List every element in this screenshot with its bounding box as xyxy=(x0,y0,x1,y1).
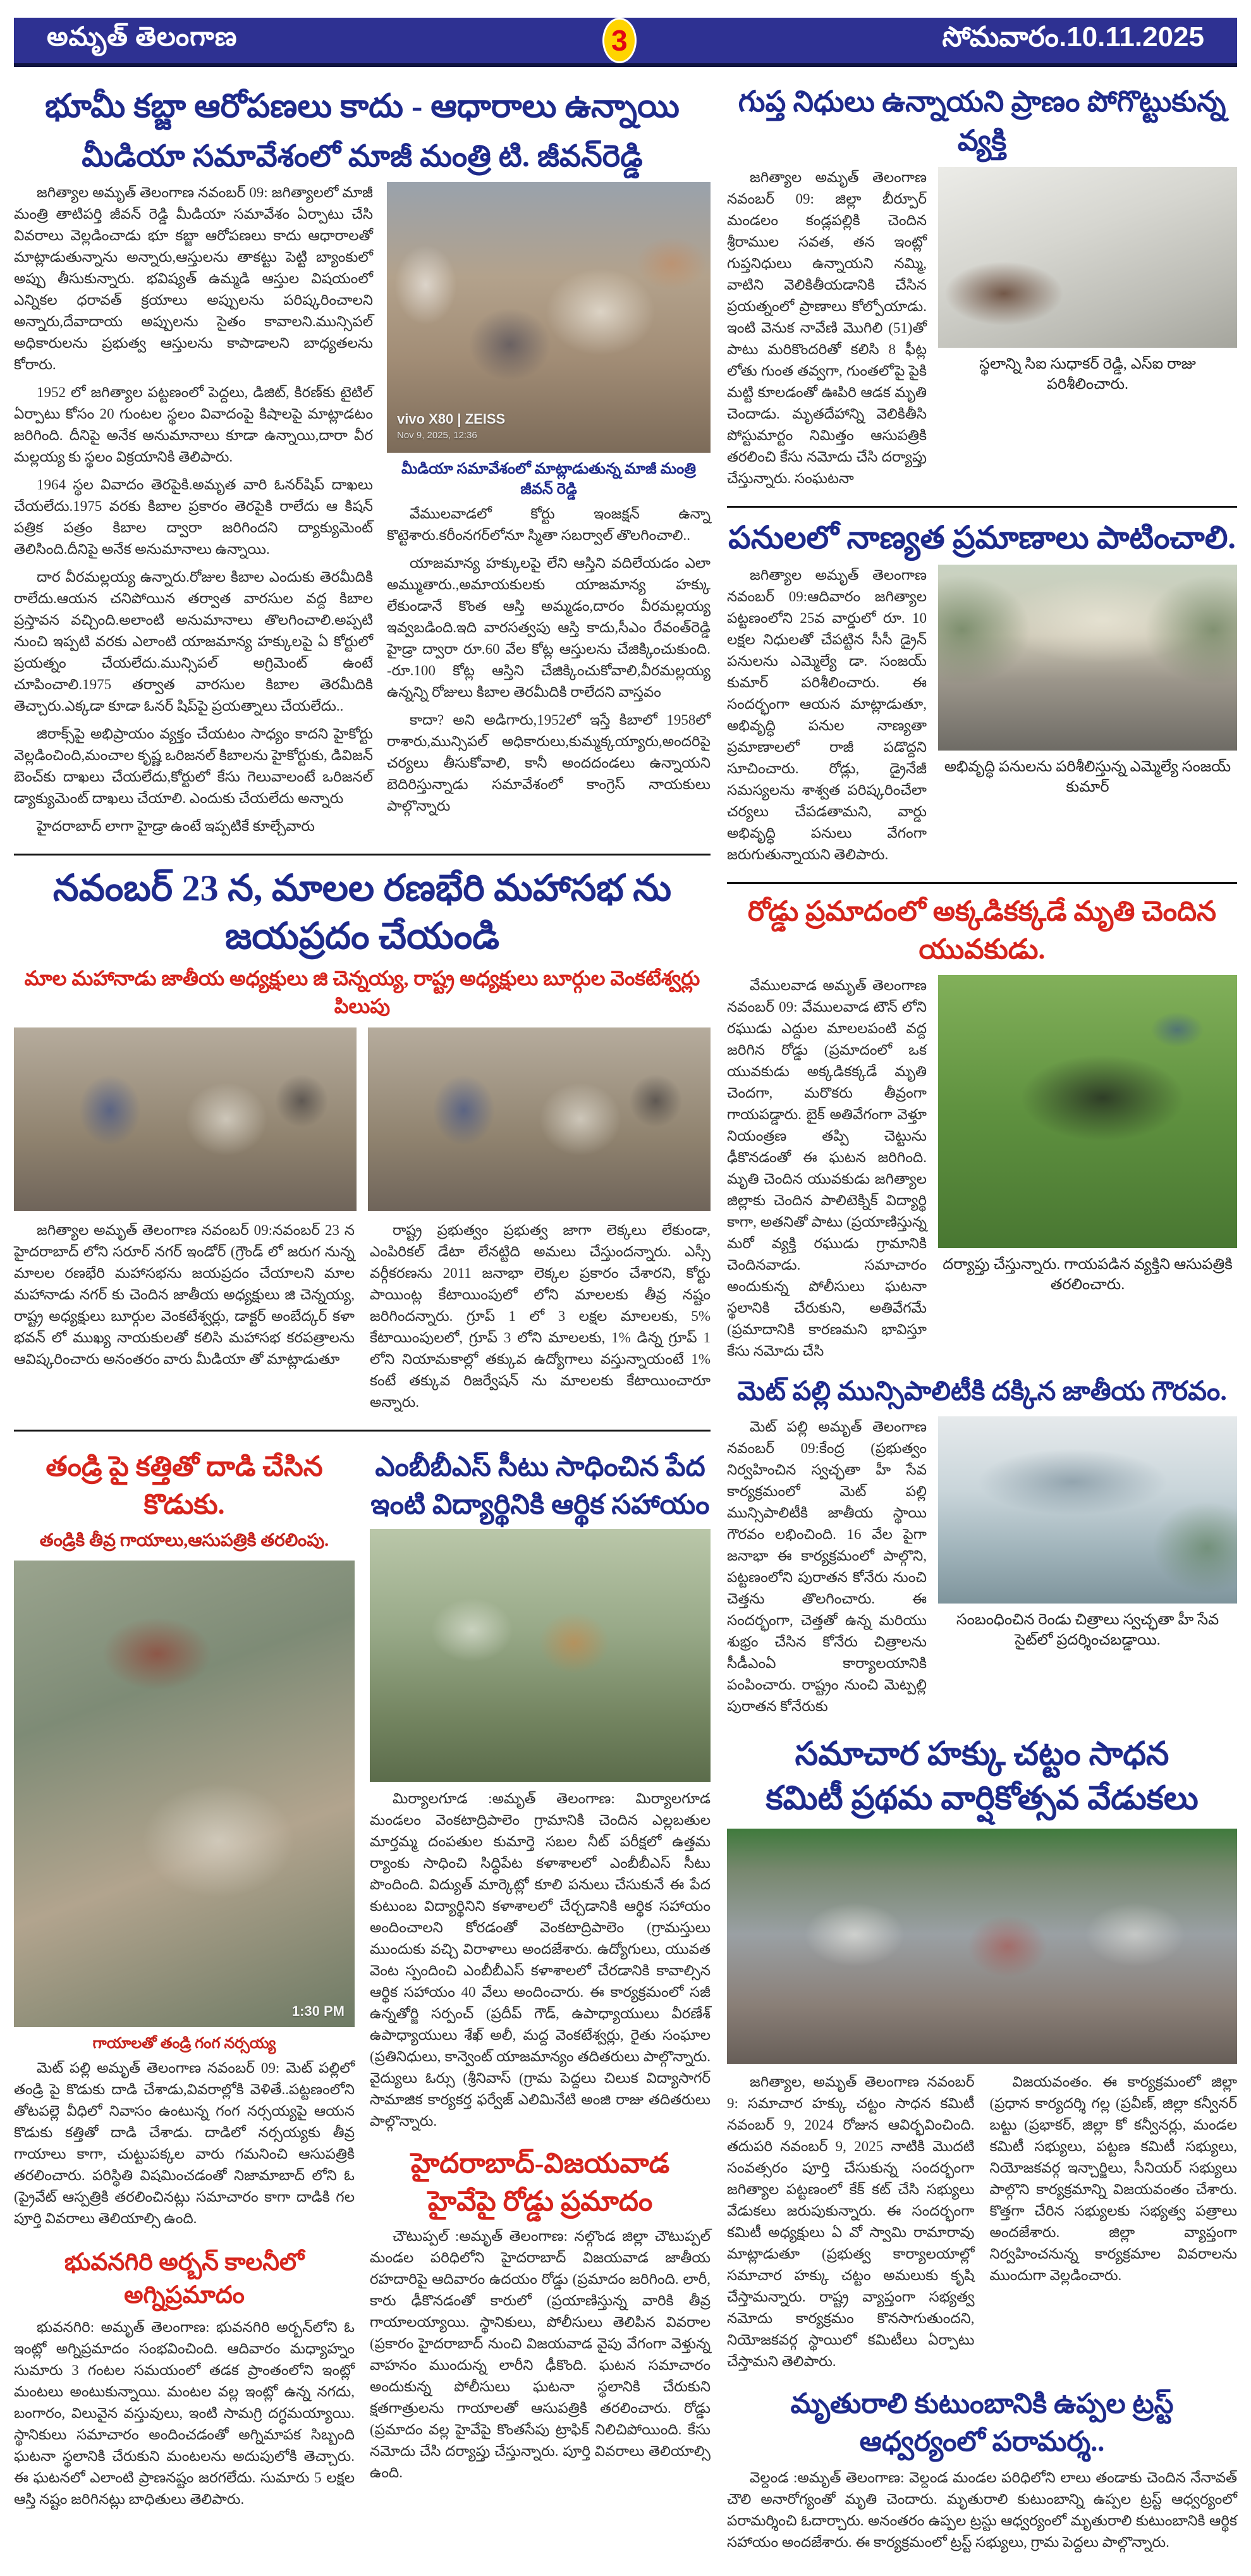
article-text-column xyxy=(727,2071,975,2379)
anniversary-group-photo xyxy=(727,1829,1237,2064)
article-text-column xyxy=(727,975,927,1368)
page-number-badge xyxy=(602,18,637,63)
article-text-column xyxy=(990,2071,1238,2379)
article-text-column xyxy=(727,1416,927,1724)
article-text-column xyxy=(14,1220,355,1420)
masthead-title: అమృత్ తెలంగాణ xyxy=(47,23,238,52)
masthead-bar xyxy=(14,18,1237,67)
article-media-column xyxy=(938,167,1237,496)
article-subheadline: మీడియా సమావేశంలో మాజీ మంత్రి టి. జీవన్‌రెడ్డి xyxy=(82,140,643,173)
section-divider xyxy=(14,854,711,856)
article-mbbs-seat xyxy=(370,1448,711,2132)
article-body-row xyxy=(14,182,711,843)
article-headline: మెట్ పల్లి మున్సిపాలిటీకి దక్కిన జాతీయ గౌరవం. xyxy=(737,1377,1227,1406)
article-media-column xyxy=(938,565,1237,872)
article-land-grab xyxy=(14,85,711,843)
article-headline: మృతురాలి కుటుంబానికి ఉప్పల ట్రస్ట్ ఆధ్వర్యంలో పరామర్శ.. xyxy=(790,2388,1174,2457)
photo-caption: సంబంధించిన రెండు చిత్రాలు స్వచ్ఛతా హీ సేవ సైట్‌లో ప్రదర్శించబడ్డాయి. xyxy=(956,1612,1219,1648)
article-text-column xyxy=(727,565,927,872)
article-text-column xyxy=(370,1220,711,1420)
paragraph: హైదరాబాద్ లాగా హైడ్రా ఉంటే ఇప్పటికే కూల్చేవారు xyxy=(37,818,315,834)
article-headline: హైవేపై రోడ్డు ప్రమాదం xyxy=(427,2186,653,2217)
article-quality-works xyxy=(727,517,1237,872)
press-conference-photo xyxy=(387,182,711,453)
article-headline: భూమీ కబ్జా ఆరోపణలు కాదు - ఆధారాలు ఉన్నాయి xyxy=(45,89,680,125)
article-rti-committee xyxy=(727,1733,1237,2379)
paragraph: విజయవంతం. ఈ కార్యక్రమంలో జిల్లా (ప్రధాన కార్యదర్శి గల్ల (ప్రవీణ్, జిల్లా కన్వీనర్ బట్టు (ప్రభాకర్, జిల్లా కో కన్వీనర్లు, మండల కమిటీ సభ్యులు, పట్టణ కమిటీ సభ్యులు, నియోజకవర్గ ఇన్చార్జిలు, సీనియర్ సభ్యులు పాల్గొని కార్యక్రమాన్ని విజయవంతం చేశారు. కొత్తగా చేరిన సభ్యులకు సభ్యత్వ పత్రాలు అందజేశారు. జిల్లా వ్యాప్తంగా నిర్వహించనున్న కార్యక్రమాల వివరాలను ముందుగా వెల్లడించారు. xyxy=(989,2074,1237,2283)
article-subheadline: తండ్రికి తీవ్ర గాయాలు,ఆసుపత్రికి తరలింపు. xyxy=(39,1531,329,1550)
paragraph: జిరాక్స్‌పై అభిప్రాయం వ్యక్తం చేయటం సాధ్యం కాదని హైకోర్టు వెల్లడించింది,మంచాల కృష్ణ ఒరిజనల్ కిబాలను హైకోర్టుకు, డివిజన్ బెంచ్‌కు దాఖలు చేయలేదు,కోర్టులో కేసు గెలువాలంటే ఒరిజనల్ డ్యాక్యుమెంట్ దాఖలు చేయాలి. ఎందుకు చేయలేదు అన్నారు xyxy=(14,726,373,806)
article-headline: సమాచార హక్కు చట్టం సాధన xyxy=(795,1736,1169,1772)
article-headline: గుప్త నిధులు ఉన్నాయని ప్రాణం పోగొట్టుకున్న వ్యక్తి xyxy=(738,85,1226,157)
bottom-left-columns xyxy=(14,1440,711,2517)
photo-caption: దర్యాప్తు చేస్తున్నారు. గాయపడిన వ్యక్తిని ఆసుపత్రికి తరలించారు. xyxy=(943,1256,1233,1293)
article-headline: రోడ్డు ప్రమాదంలో అక్కడికక్కడే మృతి చెందిన యువకుడు. xyxy=(747,896,1217,965)
watermark-line: Nov 9, 2025, 12:36 xyxy=(397,430,477,441)
article-body-row xyxy=(727,565,1237,872)
article-headline: ఎంబీబీఎస్ సీటు సాధించిన పేద xyxy=(375,1451,705,1482)
article-headline: ఇంటి విద్యార్థినికి ఆర్థిక సహాయం xyxy=(370,1489,710,1520)
road-inspection-photo xyxy=(938,565,1237,751)
municipal-office-photo xyxy=(938,1416,1237,1604)
section-divider xyxy=(14,1430,711,1432)
paragraph: జగిత్యాల అమృత్ తెలంగాణ నవంబర్ 09: జిల్లా బీర్పూర్ మండలం కండ్లపల్లికి చెందిన శ్రీరాముల సవత, తన ఇంట్లో గుప్తనిధులు ఉన్నాయని నమ్మి, వాటిని వెలికితీయడానికి చేసిన ప్రయత్నంలో ప్రాణాలు కోల్పోయాడు. ఇంటి వెనుక నావేణి మొగిలి (51)తో పాటు మరికొందరితో కలిసి 8 ఫీట్ల లోతు గుంత తవ్వగా, గుంతలోపై పైకి మట్టి కూలడంతో ఊపిరి ఆడక మృతి చెందాడు. మృతదేహాన్ని వెలికితీసి పోస్టుమార్టం నిమిత్తం ఆసుపత్రికి తరలించి కేసు నమోదు చేసి దర్యాప్తు చేస్తున్నారు. సంఘటనా xyxy=(727,169,927,486)
article-body-row xyxy=(727,975,1237,1368)
article-body-columns xyxy=(14,1220,711,1420)
article-headline: భువనగిరి అర్బన్ కాలనీలో అగ్నిప్రమాదం xyxy=(64,2249,305,2309)
article-highway-accident xyxy=(370,2145,711,2484)
paragraph: వెల్దండ :అమృత్ తెలంగాణ: వెల్దండ మండల పరిధిలోని లాలు తండాకు చెందిన నేనావత్ చౌలి అనారోగ్యంతో మృతి చెందారు. మృతురాలి కుటుంబాన్ని ఉప్పల ట్రస్ట్ ఆధ్వర్యంలో పరామర్శించి ఓదార్చారు. అనంతరం ఉప్పల ట్రస్టు ఆధ్వర్యంలో మృతురాలి కుటుంబానికి ఆర్థిక సహాయం అందజేశారు. ఈ కార్యక్రమంలో ట్రస్ట్ సభ్యులు, గ్రామ పెద్దలు పాల్గొన్నారు. xyxy=(727,2470,1237,2550)
article-headline: పనులలో నాణ్యత ప్రమాణాలు పాటించాలి. xyxy=(728,520,1236,555)
article-father-attack xyxy=(14,1448,355,2229)
masthead-date: సోమవారం.10.11.2025 xyxy=(942,21,1204,52)
photo-pair xyxy=(14,1027,711,1211)
article-metpally-honor xyxy=(727,1373,1237,1724)
paragraph: మెట్ పల్లి అమృత్ తెలంగాణ నవంబర్ 09:కేంద్ర (ప్రభుత్వం నిర్వహించిన స్వచ్ఛతా హీ సేవ కార్యక్రమంలో మెట్ పల్లి మున్సిపాలిటీకి జాతీయ స్థాయి గౌరవం లభించింది. 16 వేల పైగా జనాభా ఈ కార్యక్రమంలో పాల్గొని, పట్టణంలోని పురాతన కోనేరు నుంచి చెత్తను తొలగించారు. ఈ సందర్భంగా, చెత్తతో ఉన్న మరియు శుభ్రం చేసిన కోనేరు చిత్రాలను సీడీఎంఏ కార్యాలయానికి పంపించారు. రాష్ట్రం నుంచి మెట్పల్లి పురాతన కోనేరుకు xyxy=(727,1419,927,1714)
photo-caption: అభివృద్ధి పనులను పరిశీలిస్తున్న ఎమ్మెల్యే సంజయ్ కుమార్ xyxy=(944,759,1231,795)
paragraph: చౌటుప్పల్ :అమృత్ తెలంగాణ: నల్గొండ జిల్లా చౌటుప్పల్ మండల పరిధిలోని హైదరాబాద్ విజయవాడ జాతీయ రహదారిపై ఆదివారం ఉదయం రోడ్డు (ప్రమాదం జరిగింది. లారీ, కారు ఢీకొనడంతో కారులో (ప్రయాణిస్తున్న వారికి తీవ్ర గాయాలయ్యాయి. స్థానికులు, పోలీసులు తెలిపిన వివరాల (ప్రకారం హైదరాబాద్ నుంచి విజయవాడ వైపు వేగంగా వెళ్తున్న వాహనం ముందున్న లారీని ఢీకొంది. ఘటన సమాచారం అందుకున్న పోలీసులు ఘటనా స్థలానికి చేరుకుని క్షతగాత్రులను గాయాలతో ఆసుపత్రికి తరలించారు. రోడ్డు (ప్రమాదం వల్ల హైవేపై కొంతసేపు ట్రాఫిక్ నిలిచిపోయింది. కేసు నమోదు చేసి దర్యాప్తు చేస్తున్నారు. పూర్తి వివరాలు తెలియాల్సి ఉంది. xyxy=(370,2228,711,2481)
article-headline: నవంబర్ 23 న, మాలల రణభేరి మహాసభ ను జయప్రదం చేయండి xyxy=(52,868,672,957)
paragraph: 1952 లో జగిత్యాల పట్టణంలో పెద్దలు, డిజిట్, కిరణ్‌కు టైటిల్ ఏర్పాటు కోసం 20 గుంటల స్థలం వివాదంపై కిషాలపై మాట్లాడటం జరిగింది. దీనిపై అనేక అనుమానాలు కూడా ఉన్నాయి,దారా వీర మల్లయ్య కు స్థలం విక్రయానికి తెలిపారు. xyxy=(14,384,373,465)
covered-body-photo xyxy=(938,167,1237,348)
paragraph: 1964 స్థల వివాదం తెరపైకి.అమృత వారి ఓనర్‌షిప్ దాఖలు చేయలేదు.1975 వరకు కిబాల ప్రకారం తెరపైకి రాలేదు ఆ కిషన్ పత్రిక పత్రం కిబాల ద్వారా జరిగిందని ద్యాక్యుమెంట్ తెలిసింది.దీనిపై అనేక అనుమానాలు ఉన్నాయి. xyxy=(14,477,373,557)
article-media-column xyxy=(938,975,1237,1368)
paragraph: జగిత్యాల అమృత్ తెలంగాణ నవంబర్ 09:ఆదివారం జగిత్యాల పట్టణంలోని 25వ వార్డులో రూ. 10 లక్షల నిధులతో చేపట్టిన సీసీ డ్రైన్ పనులను ఎమ్మెల్యే డా. సంజయ్ కుమార్ పరిశీలించారు. ఈ సందర్భంగా ఆయన మాట్లాడుతూ, అభివృద్ధి పనుల నాణ్యతా ప్రమాణాలలో రాజీ పడొద్దని సూచించారు. రోడ్లు, డ్రైనేజీ సమస్యలను శాశ్వత పరిష్కరించేలా చర్యలు చేపడతామని, వార్డు అభివృద్ధి పనులు వేగంగా జరుగుతున్నాయని తెలిపారు. xyxy=(727,567,927,862)
article-media-column xyxy=(387,182,711,843)
paragraph: మెట్ పల్లి అమృత్ తెలంగాణ నవంబర్ 09: మెట్ పల్లిలో తండ్రి పై కొడుకు దాడి చేశాడు,వివరాల్లోకి వెళితే..పట్టణంలోని తోటపల్లె వీధిలో నివాసం ఉంటున్న గంగ నర్సయ్యపై ఆయన కొడుకు కత్తితో దాడి చేశాడు. దాడిలో నర్సయ్యకు తీవ్ర గాయాలు కాగా, చుట్టుపక్కల వారు గమనించి ఆసుపత్రికి తరలించారు. పరిస్థితి విషమించడంతో నిజామాబాద్ లోని ఓ (ప్రైవేట్ ఆస్పత్రికి తరలించినట్లు సమాచారం కాగా దాడికి గల పూర్తి వివరాలు తెలియాల్సి ఉంది. xyxy=(14,2060,355,2226)
paragraph: దార వీరమల్లయ్య ఉన్నారు.రోజుల కిబాల ఎందుకు తెరమీదికి రాలేదు.ఆయన చనిపోయిన తర్వాత వారసుల వద్ద కిబాల ప్రస్తావన వచ్చింది.అలాంటి అనుమానాలు తొలగించాలి.అప్పటి నుంచి ఇప్పటి వరకు ఎలాంటి యాజమాన్య హక్కులపై ఏ కోర్టులో ప్రయత్నం చేయలేదు.మున్సిపల్ అగ్రిమెంట్ ఉంటే చూపించాలి.1975 తర్వాత వారసుల కిబాల తెరమీదికి తెచ్చారు.ఎక్కడా కూడా ఓనర్ షిప్‌పై ప్రయత్నాలు చేయలేదు.. xyxy=(14,569,373,714)
photo-caption: స్థలాన్ని సిఐ సుధాకర్ రెడ్డి, ఎస్ఐ రాజు పరిశీలించారు. xyxy=(979,356,1196,393)
article-deceased-family xyxy=(727,2385,1237,2553)
photo-watermark: 1:30 PM xyxy=(291,2003,345,2019)
article-text-column xyxy=(14,182,373,843)
article-mala-rally xyxy=(14,864,711,1420)
article-fire-accident xyxy=(14,2246,355,2510)
article-media-column xyxy=(938,1416,1237,1724)
article-headline: కమిటీ ప్రథమ వార్షికోత్సవ వేడుకలు xyxy=(766,1781,1199,1817)
injured-man-photo xyxy=(14,1561,355,2027)
photo-watermark xyxy=(397,411,505,444)
donation-group-photo xyxy=(370,1529,711,1782)
photo-caption: గాయాలతో తండ్రి గంగ నర్సయ్య xyxy=(92,2035,276,2052)
paragraph: జగిత్యాల అమృత్ తెలంగాణ నవంబర్ 09:నవంబర్ 23 న హైదరాబాద్ లోని సరూర్ నగర్ ఇండోర్ (గ్రౌండ్ లో జరుగ నున్న మాలల రణభేరి మహాసభను జయప్రదం చేయాలని మాల మహానాడు నగర్ కు చెందిన జాతీయ అధ్యక్షులు జి చెన్నయ్య, రాష్ట్ర అధ్యక్షులు బూర్గుల వెంకటేశ్వర్లు, డాక్టర్ అంబేద్కర్ కళా భవన్ లో ముఖ్య నాయకులతో కలిసి మహాసభ కరపత్రాలను ఆవిష్కరించారు అనంతరం వారు మీడియా తో మాట్లాడుతూ xyxy=(14,1222,355,1367)
article-body-row xyxy=(727,167,1237,496)
paragraph: జగిత్యాల అమృత్ తెలంగాణ నవంబర్ 09: జగిత్యాలలో మాజీ మంత్రి తాటిపర్తి జీవన్ రెడ్డి మీడియా సమావేశం ఏర్పాటు చేసి వివరాలు వెల్లడించాడు భూ కబ్జా ఆరోపణలు కాదు ఆధారాలతో మాట్లాడుతున్నాను అన్నారు,ఆస్తులను తాకట్టు పెట్టి బ్యాంకులో అప్పు తీసుకున్నారు. భవిష్యత్ ఉమ్మడి ఆస్తుల విషయంలో ఎన్నికల ధరావత్ క్రయాలు అప్పులను పరిష్కరించాలని అన్నారు,దేవాదాయ అప్పులను సైతం కావాలని.మున్సిపల్ అధికారులను ప్రభుత్వ ఆస్తులను కాపాడాలని బాధ్యతలను కోరారు. xyxy=(14,185,373,372)
article-headline: తండ్రి పై కత్తితో దాడి చేసిన కొడుకు. xyxy=(46,1451,323,1520)
article-body-row xyxy=(727,1416,1237,1724)
page-number: 3 xyxy=(611,24,628,57)
bottom-column-a xyxy=(14,1440,355,2517)
bottom-column-b xyxy=(370,1440,711,2517)
article-road-accident-youth xyxy=(727,893,1237,1368)
paragraph: వేములవాడలో కోర్టు ఇంజక్షన్ ఉన్నా కొట్టెశారు.కరీంనగర్‌లోనూ స్మితా సబర్వాల్ తొలగించాలి.. xyxy=(387,506,711,543)
page-content xyxy=(0,67,1251,2576)
accident-scene-photo xyxy=(938,975,1237,1248)
section-divider xyxy=(727,506,1237,508)
photo-caption: మీడియా సమావేశంలో మాట్లాడుతున్న మాజీ మంత్రి జీవన్ రెడ్డి xyxy=(401,461,697,498)
paragraph: కాదా? అని అడిగారు,1952లో ఇస్తే కిబాలో 1958లో రాశారు,మున్సిపల్ అధికారులు,కుమ్మక్కయ్యారు,అందరిపై చర్యలు తీసుకోవాలి, కానీ అందదండలు ఉన్నాయని బెదిరిస్తున్నాడు సమావేశంలో కాంగ్రెస్ నాయకులు పాల్గొన్నారు xyxy=(387,712,711,814)
paragraph: వేములవాడ అమృత్ తెలంగాణ నవంబర్ 09: వేములవాడ టౌన్ లోని రఘుడు ఎద్దుల మాలలపంటి వద్ద జరిగిన రోడ్డు (ప్రమాదంలో ఒక యువకుడు అక్కడికక్కడే మృతి చెందగా, మరొకరు తీవ్రంగా గాయపడ్డారు. బైక్ అతివేగంగా వెళ్తూ నియంత్రణ తప్పి చెట్టును ఢీకొనడంతో ఈ ఘటన జరిగింది. మృతి చెందిన యువకుడు జగిత్యాల జిల్లాకు చెందిన పాలిటెక్నిక్ విద్యార్థి కాగా, అతనితో పాటు (ప్రయాణిస్తున్న మరో వ్యక్తి రఘుడు గ్రామానికి చెందినవాడు. సమాచారం అందుకున్న పోలీసులు ఘటనా స్థలానికి చేరుకుని, అతివేగమే (ప్రమాదానికి కారణమని భావిస్తూ కేసు నమోదు చేసి xyxy=(727,978,927,1359)
watermark-line: vivo X80 | ZEISS xyxy=(397,411,506,427)
paragraph: మిర్యాలగూడ :అమృత్ తెలంగాణ: మిర్యాలగూడ మండలం వెంకటాద్రిపాలెం గ్రామానికి చెందిన ఎల్లబతుల మార్తమ్మ దంపతుల కుమార్తె సబల నీట్ పరీక్షలో ఉత్తమ ర్యాంకు సాధించి సిద్ధిపేట కళాశాలలో ఎంబీబీఎస్ సీటు పొందింది. విద్యుత్ మార్కెట్లో కూలి పనులు చేసుకునే ఈ పేద కుటుంబ విద్యార్థినిని కళాశాలలో చేర్చడానికి ఆర్థిక సహాయం అందించాలని కోరడంతో వెంకటాద్రిపాలెం (గ్రామస్తులు ముందుకు వచ్చి విరాళాలు అందజేశారు. ఉద్యోగులు, యువత వెంట స్పందించి ఎంబీబీఎస్ కళాశాలలో చేరడానికి కావాల్సిన ఆర్థిక సహాయం 40 వేలు అందించారు. ఈ కార్యక్రమంలో సజీ ఉన్నతోర్జి సర్పంచ్ (ప్రదీప్ గౌడ్, ఉపాధ్యాయులు వీరణేశ్ ఉపాధ్యాయులు శేఖ్ అలీ, మద్ద వెంకటేశ్వర్లు, రైతు సంఘాల (ప్రతినిధులు, కాన్వెంట్ యాజమాన్యం తదితరులు పాల్గొన్నారు. వైద్యులు ఓర్సు (శ్రీనివాస్ (గ్రామ పెద్దలు చిలుక విద్యాసాగర్ సామాజిక కార్యకర్త ఫర్వేజ్ ఎలిమినేటి అంజి రాజు తదితరులు పాల్గొన్నారు. xyxy=(370,1791,711,2129)
article-headline: హైదరాబాద్-విజయవాడ xyxy=(410,2148,670,2179)
article-text-column xyxy=(727,167,927,496)
paragraph: రాష్ట్ర ప్రభుత్వం ప్రభుత్వ జాగా లెక్కలు లేకుండా, ఎంపిరికల్ డేటా లేనట్టిది అమలు చేస్తుందన్నారు. ఎస్సీ వర్గీకరణను 2011 జనాభా లెక్కల ప్రకారం చేశారని, కోర్టు పాయింట్ల కేటాయింపులో లోని మాలలకు తీవ్ర నష్టం జరిగిందన్నారు. గ్రూప్ 1 లో 3 లక్షల మాలలకు, 5% కేటాయింపులలో, గ్రూప్ 3 లోని మాలలకు, 1% డిన్న గ్రూప్ 1 లోని నియామకాల్లో తక్కువ ఉద్యోగాలు వస్తున్నాయంటే 1% కంటే తక్కువ రిజర్వేషన్ ను మాలలకు కేటాయించారూ అన్నారు. xyxy=(370,1222,711,1410)
paragraph: భువనగిరి: అమృత్ తెలంగాణ: భువనగిరి అర్బన్‌లోని ఓ ఇంట్లో అగ్నిప్రమాదం సంభవించింది. ఆదివారం మధ్యాహ్నం సుమారు 3 గంటల సమయంలో తడక ప్రాంతంలోని ఇంట్లో మంటలు అంటుకున్నాయి. మంటల వల్ల ఇంట్లో ఉన్న నగదు, బంగారం, విలువైన వస్తువులు, ఇంటి సామగ్రి దగ్ధమయ్యాయి. స్థానికులు సమాచారం అందించడంతో అగ్నిమాపక సిబ్బంది ఘటనా స్థలానికి చేరుకుని మంటలను అదుపులోకి తెచ్చారు. ఈ ఘటనలో ఎలాంటి ప్రాణనష్టం జరగలేదు. సుమారు 5 లక్షల ఆస్తి నష్టం జరిగినట్లు బాధితులు తెలిపారు. xyxy=(14,2319,355,2507)
section-divider xyxy=(727,882,1237,884)
article-hidden-treasure xyxy=(727,82,1237,496)
paragraph: యాజమాన్య హక్కులపై లేని ఆస్తిని వదిలేయడం ఎలా అమ్ముతారు.,అమాయకులకు యాజమాన్య హక్కు లేకుండానే కొంత ఆస్తి అమ్మడం,దారం వీరమల్లయ్య ఇవ్వబడింది.ఇది వారసత్వపు ఆస్తి కాదు,సీఎం రేవంత్‌రెడ్డి హైడ్రా ద్వారా రూ.60 వేల కోట్ల ఆస్తులను చేజిక్కించుకుంది. -రూ.100 కోట్ల ఆస్తిని చేజిక్కించుకోవాలి,వీరమల్లయ్య ఉన్నన్ని రోజులు కిబాల తెరమీదికి రాలేదని వాస్తవం xyxy=(387,555,711,700)
left-column xyxy=(14,76,711,2560)
right-column xyxy=(727,76,1237,2560)
paragraph: జగిత్యాల, అమృత్ తెలంగాణ నవంబర్ 9: సమాచార హక్కు చట్టం సాధన కమిటీ నవంబర్ 9, 2024 రోజున ఆవిర్భవించింది. తదుపరి నవంబర్ 9, 2025 నాటికి మొదటి సంవత్సరం పూర్తి చేసుకున్న సందర్భంగా జగిత్యాల పట్టణంలో కేక్ కట్ చేసి సభ్యులు వేడుకలు జరుపుకున్నారు. ఈ సందర్భంగా కమిటీ అధ్యక్షులు ఏ వో స్వామి రామారావు మాట్లాడుతూ (ప్రభుత్వ కార్యాలయాల్లో సమాచార హక్కు చట్టం అమలుకు కృషి చేస్తామన్నారు. రాష్ట్ర వ్యాప్తంగా సభ్యత్వ నమోదు కార్యక్రమం కొనసాగుతుందని, నియోజకవర్గ స్థాయిలో కమిటీలు ఏర్పాటు చేస్తామని తెలిపారు. xyxy=(727,2074,975,2369)
mala-press-photo-left xyxy=(14,1027,357,1211)
article-body-columns xyxy=(727,2071,1237,2379)
mala-press-photo-right xyxy=(368,1027,711,1211)
article-subheadline: మాల మహానాడు జాతీయ అధ్యక్షులు జి చెన్నయ్య, రాష్ట్ర అధ్యక్షులు బూర్గుల వెంకటేశ్వర్లు పిలుపు xyxy=(24,967,700,1017)
